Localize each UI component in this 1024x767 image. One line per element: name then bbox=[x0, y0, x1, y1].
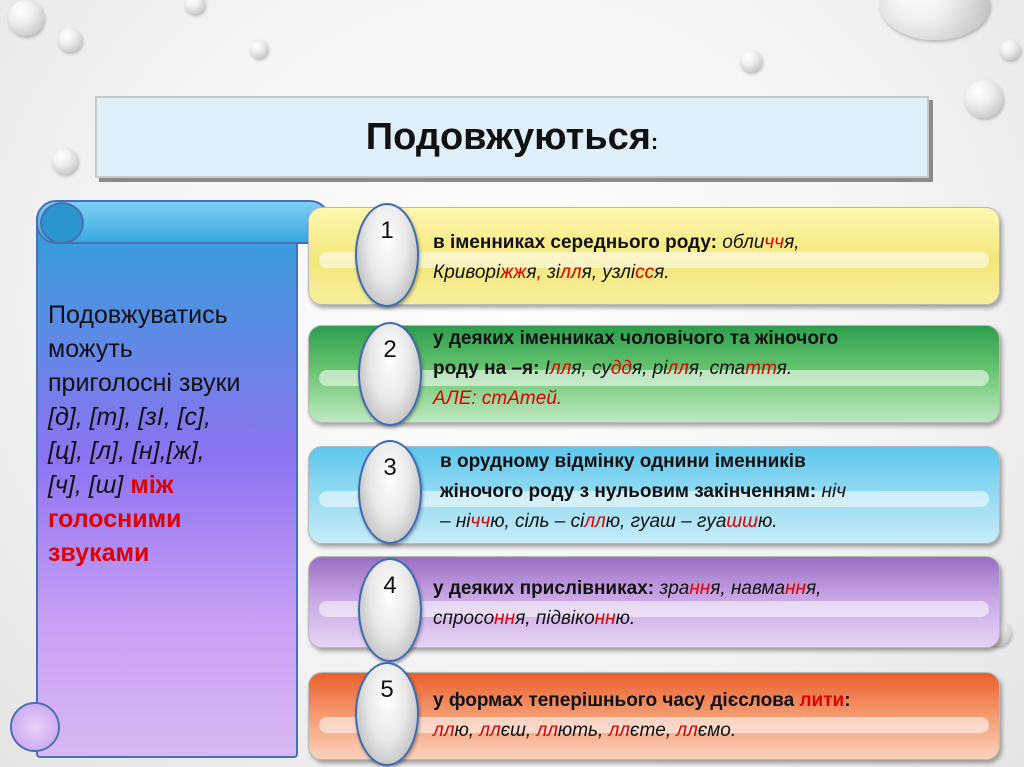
rule-heading: роду на –я: bbox=[433, 358, 540, 379]
rule-text-4 bbox=[433, 574, 993, 634]
highlight-word: голосними bbox=[48, 505, 182, 533]
scroll-line: Подовжуватись bbox=[48, 301, 228, 329]
rule-heading: в орудному відмінку однини іменників bbox=[440, 451, 806, 472]
title-banner bbox=[95, 96, 929, 178]
scroll-line: [ц], [л], [н],[ж], bbox=[48, 437, 205, 465]
scroll-curl-decoration bbox=[10, 702, 60, 752]
rule-heading: в іменниках середнього роду: bbox=[433, 232, 717, 253]
rule-exception: АЛЕ: стАтей. bbox=[433, 388, 563, 409]
rule-example: зрання, навмання, bbox=[654, 578, 822, 599]
scroll-line-sounds: [ч], [ш] bbox=[48, 471, 124, 499]
number-badge-1 bbox=[355, 203, 419, 307]
rule-text-2 bbox=[433, 324, 993, 414]
water-drop-decoration bbox=[250, 40, 268, 58]
water-drop-decoration bbox=[965, 80, 1003, 118]
rule-example: обличчя, bbox=[717, 232, 800, 253]
highlight-word: між bbox=[130, 471, 174, 499]
number-badge-label: 5 bbox=[380, 676, 394, 703]
rule-example: спросоння, підвіконню. bbox=[433, 608, 636, 629]
rule-colon: : bbox=[844, 690, 851, 711]
number-badge-4 bbox=[358, 558, 422, 662]
water-drop-decoration bbox=[1000, 40, 1020, 60]
rule-heading: у формах теперішнього часу дієслова bbox=[433, 690, 800, 711]
title-label: Подовжуються bbox=[365, 116, 651, 158]
rule-text-5 bbox=[433, 686, 993, 746]
number-badge-2 bbox=[358, 322, 422, 426]
scroll-description bbox=[48, 298, 298, 570]
scroll-line bbox=[48, 468, 298, 502]
rule-example: Ілля, суддя, рілля, стаття. bbox=[539, 358, 793, 379]
rule-verb: лити bbox=[799, 690, 845, 711]
water-drop-decoration bbox=[8, 0, 44, 36]
water-drop-decoration bbox=[880, 0, 990, 40]
rule-example: ллю, ллєш, ллють, ллєте, ллємо. bbox=[433, 720, 737, 741]
number-badge-label: 4 bbox=[383, 572, 397, 599]
rule-heading: у деяких іменниках чоловічого та жіночого bbox=[433, 328, 839, 349]
rule-text-1 bbox=[433, 228, 993, 288]
scroll-line: можуть bbox=[48, 335, 133, 363]
water-drop-decoration bbox=[185, 0, 205, 14]
water-drop-decoration bbox=[740, 50, 762, 72]
number-badge-label: 2 bbox=[383, 336, 397, 363]
water-drop-decoration bbox=[52, 148, 78, 174]
number-badge-label: 1 bbox=[380, 217, 394, 244]
rule-heading: у деяких прислівниках: bbox=[433, 578, 655, 599]
scroll-line: [д], [т], [зІ, [с], bbox=[48, 403, 211, 431]
page-title bbox=[97, 116, 927, 159]
rule-example: – ніччю, сіль – сіллю, гуаш – гуашшю. bbox=[440, 511, 778, 532]
water-drop-decoration bbox=[58, 28, 82, 52]
scroll-line: приголосні звуки bbox=[48, 369, 241, 397]
title-colon: : bbox=[650, 129, 659, 154]
rule-heading: жіночого роду з нульовим закінченням: bbox=[440, 481, 817, 502]
highlight-word: звуками bbox=[48, 539, 150, 567]
number-badge-3 bbox=[358, 440, 422, 544]
rule-text-3 bbox=[440, 447, 1000, 537]
rule-example: Криворіжжя, зілля, узлісся. bbox=[433, 262, 670, 283]
number-badge-5 bbox=[355, 662, 419, 766]
rule-example: ніч bbox=[816, 481, 847, 502]
number-badge-label: 3 bbox=[383, 454, 397, 481]
scroll-curl-decoration bbox=[40, 202, 84, 244]
